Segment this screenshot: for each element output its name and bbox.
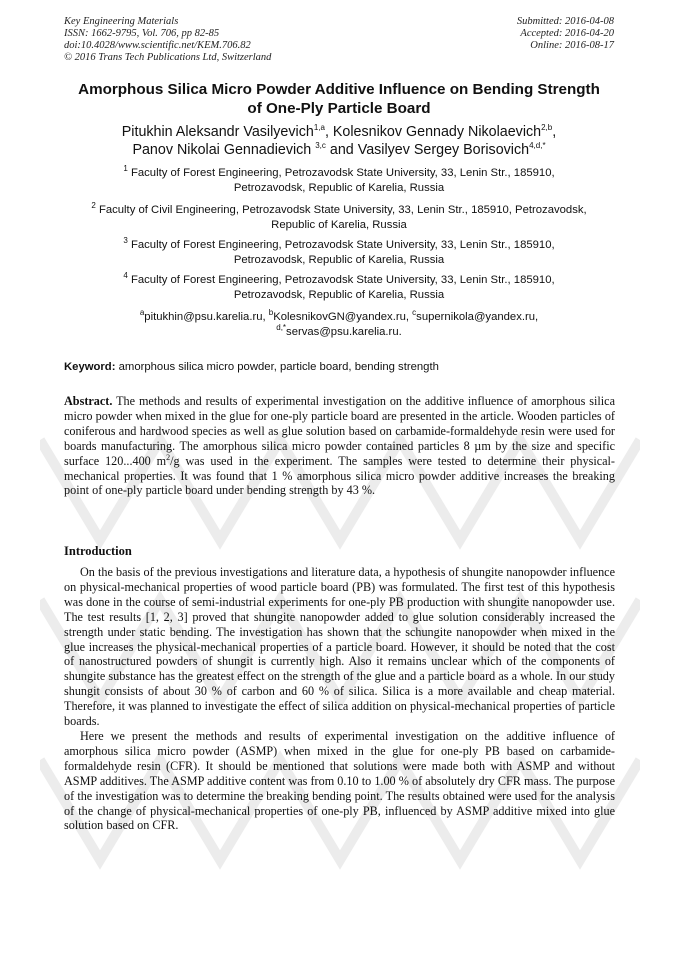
affiliation-text: Faculty of Civil Engineering, Petrozavodsk State University, 33, Lenin Str., 185910, Petrozavodsk, — [98, 204, 587, 216]
keyword-text: amorphous silica micro powder, particle board, bending strength — [115, 361, 439, 373]
affiliation-text: Faculty of Forest Engineering, Petrozavodsk State University, 33, Lenin Str., 185910, — [130, 167, 555, 179]
affiliation-number: 3 — [123, 236, 128, 246]
author-1: Pitukhin Aleksandr Vasilyevich — [121, 124, 314, 140]
affiliation-number: 4 — [123, 271, 128, 281]
title-line-1: Amorphous Silica Micro Powder Additive Influence on Bending Strength — [78, 81, 600, 98]
submitted-date: Submitted: 2016-04-08 — [516, 16, 614, 27]
affiliation-number: 1 — [123, 164, 128, 174]
issn-info: ISSN: 1662-9795, Vol. 706, pp 82-85 — [64, 28, 220, 39]
doi-link[interactable]: doi:10.4028/www.scientific.net/KEM.706.82 — [64, 40, 251, 51]
affiliation-text: Faculty of Forest Engineering, Petrozavodsk State University, 33, Lenin Str., 185910, — [130, 274, 555, 286]
affiliation-text: Faculty of Forest Engineering, Petrozavodsk State University, 33, Lenin Str., 185910, — [130, 239, 555, 251]
affiliation-number: 2 — [91, 201, 96, 211]
email-link-d[interactable]: servas@psu.karelia.ru. — [286, 325, 402, 338]
keywords — [64, 360, 616, 374]
author-3-sup: 3,c — [315, 141, 326, 151]
affiliation-text: Petrozavodsk, Republic of Karelia, Russia — [233, 181, 445, 194]
authors-line-1 — [50, 123, 628, 141]
accepted-date: Accepted: 2016-04-20 — [520, 28, 614, 39]
author-1-sup: 1,a — [313, 123, 325, 133]
author-2: Kolesnikov Gennady Nikolaevich — [332, 124, 542, 140]
email-marker: b — [268, 308, 274, 318]
author-4: Vasilyev Sergey Borisovich — [357, 142, 530, 158]
abstract-label: Abstract. — [64, 394, 113, 408]
copyright: © 2016 Trans Tech Publications Ltd, Switzerland — [64, 52, 272, 63]
paragraph: Here we present the methods and results of experimental investigation on the additive influence of amorphous silica micro powder (ASMP) when mixed in the glue for one-ply PB based on carbamide-formaldehyde resin (CFR). It should be mentioned that solutions were made both with ASMP and without ASMP additives. The ASMP additive content was from 0.10 to 1.00 % of absolutely dry CFR mass. The purpose of the investigation was to determine the breaking bending point. The results obtained were used for the analysis of the change of physical-mechanical properties of one-ply PB, influenced by ASMP additive mixed into glue solution based on CFR. — [64, 728, 615, 833]
abstract-superscript: 2 — [166, 452, 171, 462]
author-separator: , — [324, 124, 333, 140]
abstract-text: /g was used in the experiment. The samples were tested to determine their physical-mechanical properties. It was found that 1 % amorphous silica micro powder additive increases the breaking point of one-ply particle board under bending strength by 43 %. — [64, 453, 615, 498]
affiliation-4 — [56, 273, 622, 302]
author-list — [50, 123, 628, 159]
online-date: Online: 2016-08-17 — [530, 40, 614, 51]
publication-dates — [517, 16, 614, 52]
email-marker: c — [412, 308, 417, 318]
author-3: Panov Nikolai Gennadievich — [132, 142, 316, 158]
affiliation-3 — [56, 238, 622, 267]
author-and: and — [325, 142, 358, 158]
email-link-c[interactable]: supernikola@yandex.ru, — [416, 311, 539, 323]
email-marker: a — [139, 308, 145, 318]
authors-line-2 — [50, 141, 628, 159]
affiliation-text: Petrozavodsk, Republic of Karelia, Russia — [233, 253, 445, 266]
email-marker: d,* — [276, 322, 287, 332]
affiliation-2 — [56, 203, 622, 232]
affiliation-text: Republic of Karelia, Russia — [271, 218, 407, 231]
author-4-sup: 4,d,* — [529, 141, 546, 151]
author-2-sup: 2,b — [541, 123, 553, 133]
abstract — [64, 394, 615, 498]
paper-title — [50, 80, 628, 118]
abstract-text: The methods and results of experimental investigation on the additive influence of amorphous silica micro powder when mixed in the glue for one-ply particle board are presented in the article. Wooden particles of coniferous and hardwood species as well as glue solution based on carbamide-formaldehyde resin were used for boards manufacturing. The amorphous silica micro powder contained particles 8 µm by the size and specific surface 120...400 m — [64, 394, 615, 468]
keyword-label: Keyword: — [64, 361, 116, 373]
author-separator: , — [552, 124, 557, 140]
email-link-b[interactable]: KolesnikovGN@yandex.ru, — [273, 311, 413, 323]
title-line-2: of One-Ply Particle Board — [247, 100, 431, 117]
paragraph: On the basis of the previous investigations and literature data, a hypothesis of shungite nanopowder influence on physical-mechanical properties of wood particle board (PB) was formulated. The first test of this hypothesis was done in the course of semi-industrial experiments for one-ply PB production with shungite nanopowder use. The test results [1, 2, 3] proved that shungite nanopowder added to glue solution considerably increased the strength under static bending. The investigation has shown that the schungite nanopowder when mixed in the glue increases the physical-mechanical properties of a particle board. However, it should be noted that the cost of nanostructured powders of shungit is currently high. Also it remains unclear which of the components of shungite substance has the greatest effect on the strength of the glue and a particle board as a whole. In our study shungit consists of about 30 % of carbon and 60 % of silica. Silica is a more available and cheap material. Therefore, it was planned to investigate the effect of silica addition on physical-mechanical properties of particle boards. — [64, 565, 615, 729]
affiliation-1 — [56, 166, 622, 195]
introduction-heading: Introduction — [64, 544, 132, 558]
journal-info — [64, 16, 271, 64]
author-emails — [56, 310, 622, 339]
affiliation-text: Petrozavodsk, Republic of Karelia, Russia — [233, 288, 445, 301]
introduction-body — [64, 565, 615, 833]
email-link-a[interactable]: pitukhin@psu.karelia.ru, — [144, 311, 269, 323]
journal-name: Key Engineering Materials — [64, 16, 179, 27]
